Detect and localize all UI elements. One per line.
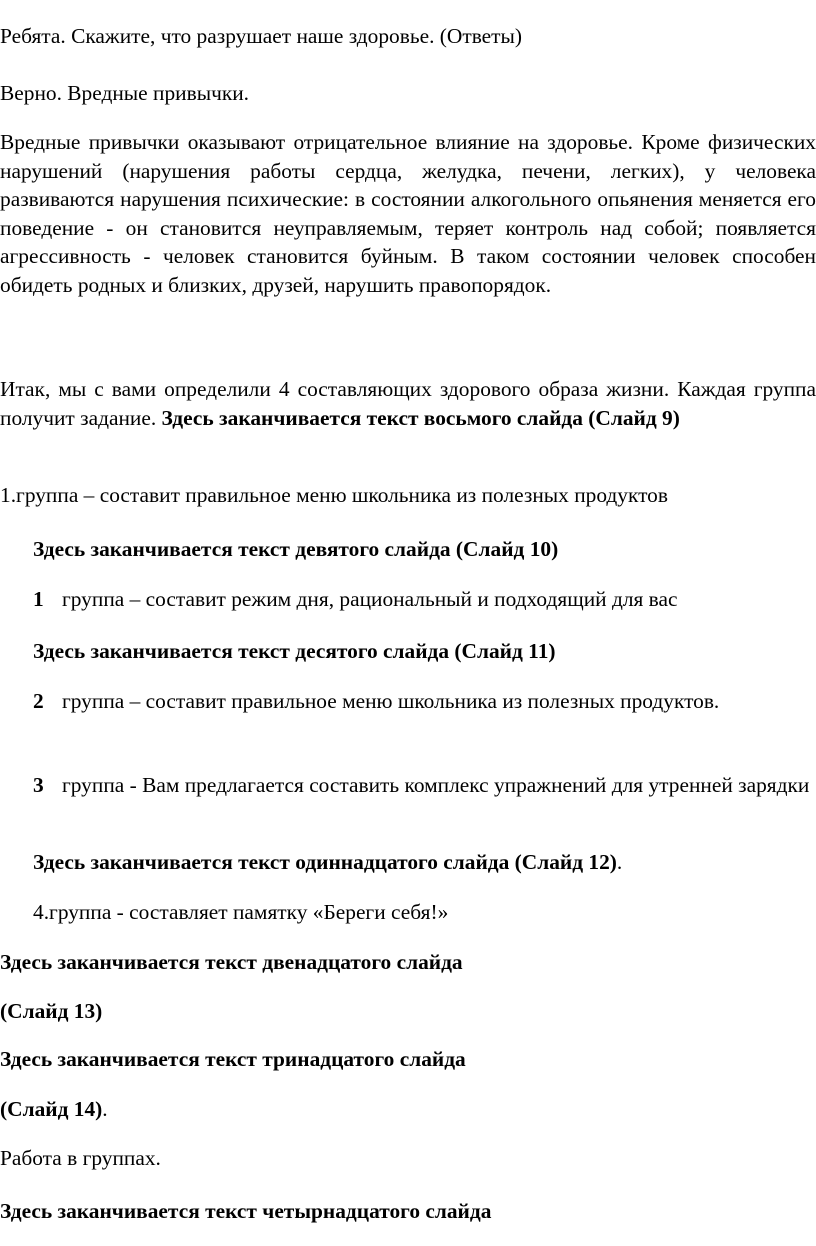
paragraph-bad-habits: Вредные привычки оказывают отрицательное влияние на здоровье. Кроме физических нарушений (нарушения работы сердца, желудка, печени, легких), у человека развиваются нарушения психические: в состоянии алкогольного опьянения меняется его поведение - он становится неуправляемым, теряет контроль над собой; появляется агрессивность - человек становится буйным. В таком состоянии человек способен обидеть родных и близких, друзей, нарушить правопорядок. [0, 130, 816, 297]
list-item-1-number: 1 [33, 587, 44, 611]
slide-11-marker: Здесь заканчивается текст десятого слайда (Слайд 11) [33, 639, 556, 663]
slide-10-marker: Здесь заканчивается текст девятого слайда (Слайд 10) [33, 537, 559, 561]
slide-13-label: (Слайд 13) [0, 999, 103, 1023]
paragraph-answer: Верно. Вредные привычки. [0, 81, 250, 105]
paragraph-four-components-text: Итак, мы с вами определили 4 составляющих здорового образа жизни. Каждая группа получит задание. [0, 377, 816, 430]
paragraph-question: Ребята. Скажите, что разрушает наше здоровье. (Ответы) [0, 24, 523, 48]
paragraph-group-4: 4.группа - составляет памятку «Береги себя!» [33, 900, 449, 924]
list-item-3-text: группа - Вам предлагается составить комплекс упражнений для утренней зарядки [62, 773, 810, 797]
list-item-2-text: группа – составит правильное меню школьника из полезных продуктов. [62, 689, 720, 713]
slide-14-period: . [102, 1097, 108, 1121]
paragraph-group-work: Работа в группах. [0, 1146, 161, 1170]
slide-9-marker: Здесь заканчивается текст восьмого слайда (Слайд 9) [161, 405, 680, 430]
list-item-2-number: 2 [33, 689, 44, 713]
paragraph-four-components [0, 375, 816, 432]
list-item-1-text: группа – составит режим дня, рациональный и подходящий для вас [62, 587, 678, 611]
slide-12-period: . [616, 850, 623, 874]
slide-12-end-marker: Здесь заканчивается текст двенадцатого слайда [0, 950, 463, 974]
slide-14-label: (Слайд 14) [0, 1097, 103, 1121]
slide-12-line [33, 848, 816, 877]
slide-12-marker: Здесь заканчивается текст одиннадцатого слайда (Слайд 12) [33, 850, 617, 874]
slide-14-end-marker: Здесь заканчивается текст четырнадцатого слайда [0, 1199, 492, 1223]
slide-13-end-marker: Здесь заканчивается текст тринадцатого слайда [0, 1047, 466, 1071]
slide-14-line [0, 1095, 816, 1124]
paragraph-group-1: 1.группа – составит правильное меню школьника из полезных продуктов [0, 483, 668, 507]
list-item-3-number: 3 [33, 773, 44, 797]
